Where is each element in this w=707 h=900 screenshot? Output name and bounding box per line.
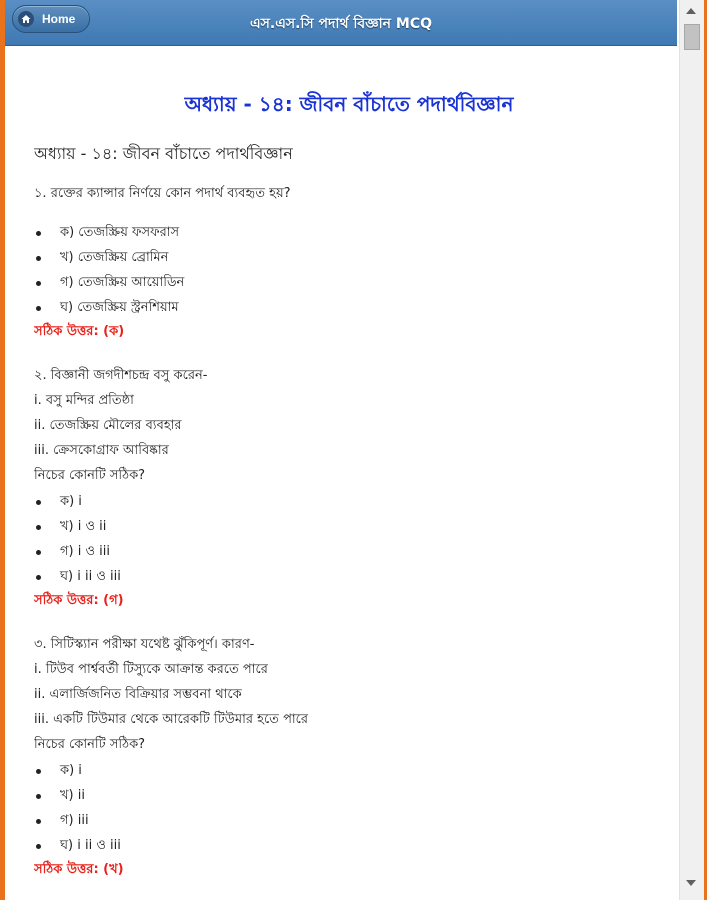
option-label: খ) তেজস্ক্রিয় ব্রোমিন (60, 250, 169, 265)
bullet-icon (36, 794, 41, 799)
mcq-content (34, 46, 664, 900)
bullet-icon (36, 281, 41, 286)
option-item[interactable] (34, 564, 664, 589)
chapter-subheading: অধ্যায় - ১৪: জীবন বাঁচাতে পদার্থবিজ্ঞান (34, 144, 293, 163)
option-label: ক) i (60, 494, 82, 509)
option-item[interactable] (34, 808, 664, 833)
bullet-icon (36, 769, 41, 774)
option-item[interactable] (34, 489, 664, 514)
option-item[interactable] (34, 758, 664, 783)
option-item[interactable] (34, 295, 664, 320)
option-label: গ) i ও iii (60, 544, 111, 559)
option-label: ঘ) i ii ও iii (60, 569, 121, 584)
statement-line: i. টিউব পার্শ্ববর্তী টিস্যুকে আক্রান্ত করতে পারে (34, 662, 268, 677)
question-title: ১. রক্তের ক্যান্সার নির্ণয়ে কোন পদার্থ ব্যবহৃত হয়? (34, 186, 291, 201)
bullet-icon (36, 575, 41, 580)
question-title: ২. বিজ্ঞানী জগদীশচন্দ্র বসু করেন- (34, 368, 208, 383)
page-title: এস.এস.সি পদার্থ বিজ্ঞান MCQ (249, 16, 432, 32)
option-label: খ) ii (60, 788, 85, 803)
option-label: ঘ) i ii ও iii (60, 838, 121, 853)
window-frame-left (0, 0, 5, 900)
option-item[interactable] (34, 245, 664, 270)
question-prompt: নিচের কোনটি সঠিক? (34, 468, 146, 483)
bullet-icon (36, 525, 41, 530)
option-item[interactable] (34, 514, 664, 539)
option-label: ক) তেজস্ক্রিয় ফসফরাস (60, 225, 180, 240)
statement-line: iii. একটি টিউমার থেকে আরেকটি টিউমার হতে পারে (34, 712, 309, 727)
option-label: খ) i ও ii (60, 519, 107, 534)
bullet-icon (36, 844, 41, 849)
scroll-thumb[interactable] (684, 24, 700, 50)
statement-line: ii. তেজস্ক্রিয় মৌলের ব্যবহার (34, 418, 182, 433)
option-list (34, 489, 664, 589)
bullet-icon (36, 819, 41, 824)
option-label: ক) i (60, 763, 82, 778)
statement-line: iii. ক্রেসকোগ্রাফ আবিষ্কার (34, 443, 169, 458)
answer-text: সঠিক উত্তর: (ক) (34, 324, 125, 339)
bullet-icon (36, 306, 41, 311)
question-block (34, 182, 664, 344)
scroll-up-icon[interactable] (686, 8, 696, 14)
bullet-icon (36, 550, 41, 555)
option-item[interactable] (34, 270, 664, 295)
option-label: গ) iii (60, 813, 89, 828)
bullet-icon (36, 231, 41, 236)
chapter-heading: অধ্যায় - ১৪: জীবন বাঁচাতে পদার্থবিজ্ঞান (184, 92, 514, 116)
answer-text: সঠিক উত্তর: (খ) (34, 862, 124, 877)
bullet-icon (36, 500, 41, 505)
answer-text: সঠিক উত্তর: (গ) (34, 593, 124, 608)
question-block (34, 633, 664, 882)
question-block (34, 364, 664, 613)
bullet-icon (36, 256, 41, 261)
app-header (5, 0, 677, 46)
question-prompt: নিচের কোনটি সঠিক? (34, 737, 146, 752)
vertical-scrollbar[interactable] (679, 0, 704, 900)
option-label: গ) তেজস্ক্রিয় আয়োডিন (60, 275, 185, 290)
option-label: ঘ) তেজস্ক্রিয় স্ট্রনশিয়াম (60, 300, 179, 315)
option-list (34, 220, 664, 320)
option-list (34, 758, 664, 858)
question-title: ৩. সিটিস্ক্যান পরীক্ষা যথেষ্ট ঝুঁকিপূর্ণ। কারণ- (34, 637, 255, 652)
option-item[interactable] (34, 783, 664, 808)
scroll-down-icon[interactable] (686, 880, 696, 886)
statement-line: ii. এলার্জিজনিত বিক্রিয়ার সম্ভবনা থাকে (34, 687, 242, 702)
home-label: Home (42, 12, 76, 26)
option-item[interactable] (34, 833, 664, 858)
statement-line: i. বসু মন্দির প্রতিষ্ঠা (34, 393, 134, 408)
option-item[interactable] (34, 539, 664, 564)
option-item[interactable] (34, 220, 664, 245)
